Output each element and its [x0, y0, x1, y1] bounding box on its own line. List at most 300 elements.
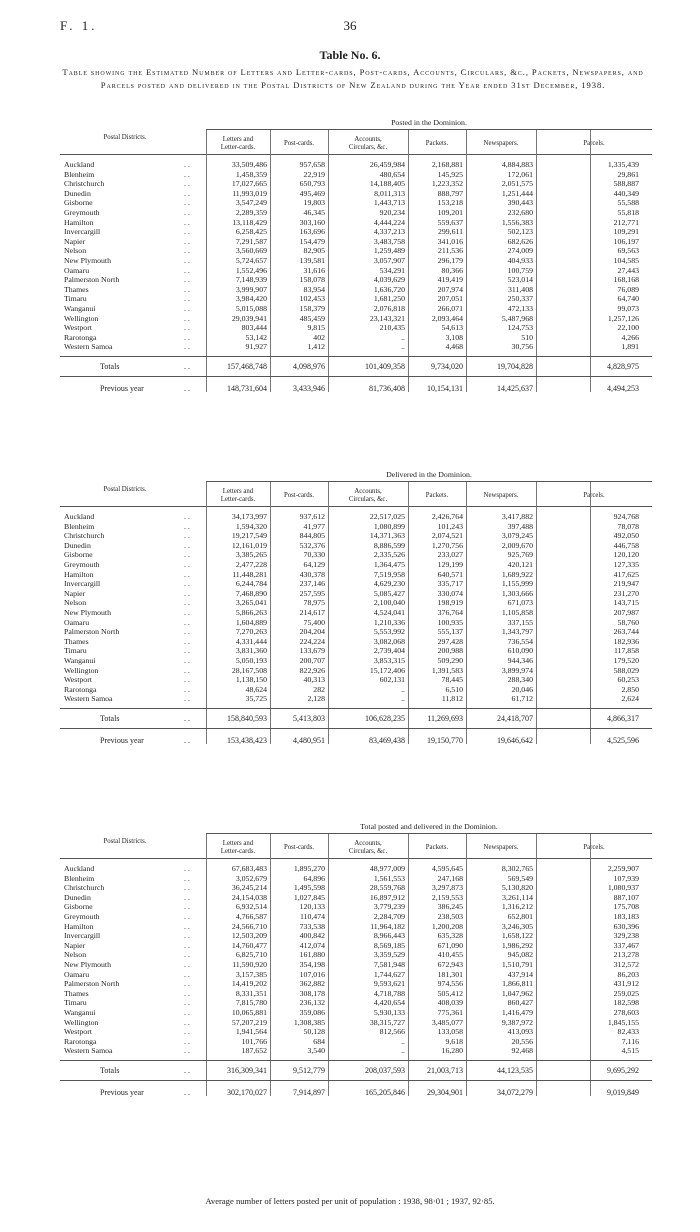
cell-postcards: 1,027,845: [293, 892, 325, 902]
cell-newspapers: 5,130,820: [501, 883, 533, 893]
cell-newspapers: 671,073: [507, 598, 533, 608]
leader-dots: . .: [184, 998, 190, 1008]
column-header-newspapers: [466, 844, 536, 852]
column-header-line: Post-cards.: [283, 140, 314, 147]
cell-newspapers: 1,047,962: [501, 988, 533, 998]
group-rule: [206, 129, 652, 130]
table-row: [60, 314, 652, 324]
table-row: [60, 227, 652, 237]
cell-letters: 803,444: [241, 323, 267, 333]
cell-newspapers: 945,082: [507, 950, 533, 960]
cell-parcels: 4,828,975: [607, 362, 639, 371]
cell-postcards: 937,612: [299, 512, 325, 521]
cell-parcels: 55,818: [617, 208, 639, 217]
cell-newspapers: 337,155: [507, 617, 533, 627]
cell-parcels: 213,278: [613, 950, 639, 960]
cell-parcels: 183,183: [613, 912, 639, 921]
cell-accounts: 4,629,230: [373, 579, 405, 589]
table-row: [60, 189, 652, 199]
cell-postcards: 82,905: [303, 246, 325, 256]
district-name: Gisborne: [64, 198, 93, 208]
cell-parcels: 182,936: [613, 636, 639, 646]
cell-postcards: 354,198: [299, 960, 325, 969]
cell-packets: 505,412: [437, 988, 463, 998]
cell-accounts: 3,057,907: [373, 256, 405, 265]
district-name: Totals: [100, 1066, 120, 1075]
cell-packets: 207,974: [437, 284, 463, 294]
table-row: [60, 656, 652, 666]
column-header-newspapers: [466, 140, 536, 148]
cell-postcards: 83,954: [303, 284, 325, 294]
table-row: [60, 512, 652, 522]
table-title: Table No. 6.: [319, 48, 381, 62]
cell-newspapers: 1,510,791: [501, 960, 533, 969]
leader-dots: . .: [184, 384, 190, 393]
cell-accounts: 5,085,427: [373, 588, 405, 598]
district-name: Timaru: [64, 646, 87, 656]
cell-accounts: 1,259,489: [373, 246, 405, 256]
cell-postcards: 400,842: [299, 931, 325, 941]
cell-packets: 4,595,645: [431, 864, 463, 873]
cell-letters: 5,050,193: [235, 656, 267, 665]
table-row: [60, 646, 652, 656]
cell-newspapers: 30,756: [511, 342, 533, 352]
cell-parcels: 78,078: [617, 521, 639, 531]
cell-accounts: 4,039,629: [373, 275, 405, 285]
cell-newspapers: 124,753: [507, 323, 533, 333]
cell-letters: 12,161,019: [231, 540, 267, 550]
table-row: [60, 685, 652, 695]
table-row: [60, 237, 652, 247]
cell-newspapers: 3,261,114: [502, 892, 533, 902]
cell-postcards: 3,433,946: [293, 384, 325, 393]
column-header-line: Packets.: [425, 492, 449, 499]
cell-packets: 200,988: [437, 646, 463, 656]
leader-dots: . .: [184, 512, 190, 521]
leader-dots: . .: [184, 1036, 190, 1046]
cell-letters: 316,309,341: [227, 1066, 267, 1075]
table-row: [60, 304, 652, 314]
table-row: [60, 589, 652, 599]
cell-packets: 247,168: [437, 873, 463, 883]
totals-rule: [60, 708, 652, 709]
column-header-packets: [408, 844, 466, 852]
cell-postcards: 684: [313, 1036, 325, 1046]
leader-dots: . .: [184, 332, 190, 342]
table-row: [60, 275, 652, 285]
leader-dots: . .: [184, 665, 190, 675]
column-header-letters: [206, 840, 270, 856]
table-row: [60, 893, 652, 903]
leader-dots: . .: [184, 684, 190, 694]
header-rule: [60, 858, 652, 859]
cell-postcards: 139,581: [299, 256, 325, 265]
table-row: [60, 1046, 652, 1056]
cell-newspapers: 1,689,922: [501, 569, 533, 579]
cell-packets: 1,391,583: [431, 665, 463, 675]
cell-packets: 198,919: [437, 598, 463, 608]
cell-parcels: 4,525,596: [607, 736, 639, 745]
district-name: Previous year: [100, 1088, 144, 1097]
cell-newspapers: 1,343,797: [501, 627, 533, 637]
table-row: [60, 266, 652, 276]
leader-dots: . .: [184, 608, 190, 617]
column-header-postcards: [270, 140, 328, 148]
cell-accounts: 534,291: [379, 265, 405, 275]
cell-newspapers: 9,387,972: [501, 1017, 533, 1027]
cell-packets: 299,611: [437, 227, 463, 237]
cell-parcels: 4,494,253: [607, 384, 639, 393]
district-name: Wanganui: [64, 656, 96, 665]
cell-letters: 5,724,657: [235, 256, 267, 265]
cell-postcards: 1,412: [307, 342, 325, 352]
cell-letters: 29,039,941: [231, 313, 267, 323]
cell-accounts: 8,886,599: [373, 540, 405, 550]
cell-postcards: 495,469: [299, 188, 325, 198]
cell-packets: 29,304,901: [427, 1088, 463, 1097]
cell-packets: 3,297,873: [431, 883, 463, 893]
table-row: [60, 627, 652, 637]
cell-packets: 640,571: [437, 569, 463, 579]
cell-letters: 12,503,209: [231, 931, 267, 941]
cell-packets: 2,074,521: [431, 531, 463, 541]
district-name: Hamilton: [64, 921, 94, 931]
cell-packets: 9,618: [445, 1036, 463, 1046]
leader-dots: . .: [184, 950, 190, 960]
column-header-postcards: [270, 844, 328, 852]
table-row: [60, 198, 652, 208]
leader-dots: . .: [184, 617, 190, 627]
cell-letters: 7,148,939: [235, 275, 267, 285]
table-group-heading: Total posted and delivered in the Dominion.: [360, 822, 498, 831]
leader-dots: . .: [184, 265, 190, 275]
cell-postcards: 78,975: [303, 598, 325, 608]
cell-accounts: 14,371,363: [369, 531, 405, 541]
cell-parcels: 231,270: [613, 588, 639, 598]
cell-newspapers: 250,337: [507, 294, 533, 304]
cell-packets: 671,090: [437, 940, 463, 950]
cell-postcards: 402: [313, 332, 325, 342]
district-name: Rarotonga: [64, 684, 97, 694]
leader-dots: . .: [184, 675, 190, 685]
district-name: Palmerston North: [64, 979, 120, 989]
cell-newspapers: 1,155,999: [501, 579, 533, 589]
footnote: Average number of letters posted per unit of population : 1938, 98·01 ; 1937, 92·85.: [205, 1196, 495, 1206]
district-name: Invercargill: [64, 931, 101, 941]
cell-packets: 211,536: [437, 246, 463, 256]
table-row: [60, 637, 652, 647]
cell-newspapers: 1,866,811: [502, 979, 533, 989]
cell-parcels: 259,025: [613, 988, 639, 998]
cell-parcels: 99,073: [617, 304, 639, 313]
cell-accounts: 16,897,912: [369, 892, 405, 902]
table-row: [60, 218, 652, 228]
cell-newspapers: 925,769: [507, 550, 533, 560]
district-name: Napier: [64, 236, 86, 246]
cell-packets: 1,270,756: [431, 540, 463, 550]
column-header-postcards: [270, 492, 328, 500]
district-name: Auckland: [64, 512, 95, 521]
cell-packets: 21,003,713: [427, 1066, 463, 1075]
cell-newspapers: 311,408: [507, 284, 533, 294]
cell-packets: 386,245: [437, 902, 463, 912]
cell-newspapers: 24,418,707: [497, 714, 533, 723]
cell-parcels: 168,168: [613, 275, 639, 285]
column-header-line: Post-cards.: [283, 844, 314, 851]
cell-packets: 153,218: [437, 198, 463, 208]
cell-newspapers: 92,468: [511, 1046, 533, 1056]
cell-parcels: 60,253: [617, 675, 639, 685]
cell-postcards: 4,480,951: [293, 736, 325, 745]
totals-row: [60, 362, 652, 372]
district-name: Oamaru: [64, 265, 90, 275]
cell-accounts: 3,483,758: [373, 236, 405, 246]
cell-postcards: 532,376: [299, 540, 325, 550]
table-row: [60, 960, 652, 970]
cell-packets: 4,468: [445, 342, 463, 352]
cell-newspapers: 1,416,479: [501, 1008, 533, 1017]
cell-postcards: 158,078: [299, 275, 325, 285]
cell-letters: 33,509,486: [231, 160, 267, 169]
leader-dots: . .: [184, 598, 190, 608]
cell-letters: 3,547,249: [235, 198, 267, 208]
leader-dots: . .: [184, 714, 190, 723]
cell-packets: 54,613: [441, 323, 463, 333]
leader-dots: . .: [184, 208, 190, 217]
cell-newspapers: 19,646,642: [497, 736, 533, 745]
table-row: [60, 550, 652, 560]
cell-letters: 3,052,679: [235, 873, 267, 883]
table-row: [60, 675, 652, 685]
cell-parcels: 588,029: [613, 665, 639, 675]
cell-newspapers: 1,986,292: [501, 940, 533, 950]
cell-parcels: 9,019,849: [607, 1088, 639, 1097]
cell-newspapers: 397,488: [507, 521, 533, 531]
leader-dots: . .: [184, 304, 190, 313]
header-rule: [60, 154, 652, 155]
cell-newspapers: 20,556: [511, 1036, 533, 1046]
cell-newspapers: 172,061: [507, 169, 533, 179]
cell-packets: 207,051: [437, 294, 463, 304]
cell-packets: 672,943: [437, 960, 463, 969]
table-row: [60, 541, 652, 551]
cell-letters: 3,157,385: [235, 969, 267, 979]
cell-accounts: 480,654: [379, 169, 405, 179]
cell-accounts: 14,188,405: [369, 179, 405, 189]
district-name: Oamaru: [64, 617, 90, 627]
cell-parcels: 1,335,439: [607, 160, 639, 169]
cell-postcards: 75,400: [303, 617, 325, 627]
cell-parcels: 887,107: [613, 892, 639, 902]
cell-accounts: 101,409,358: [365, 362, 405, 371]
cell-accounts: 1,561,553: [373, 873, 405, 883]
cell-packets: 410,455: [437, 950, 463, 960]
cell-letters: 28,167,508: [231, 665, 267, 675]
cell-parcels: 2,259,907: [607, 864, 639, 873]
cell-postcards: 236,132: [299, 998, 325, 1008]
cell-packets: 6,510: [445, 684, 463, 694]
district-name: Blenheim: [64, 521, 95, 531]
cell-newspapers: 472,133: [507, 304, 533, 313]
cell-accounts: 1,080,899: [373, 521, 405, 531]
cell-postcards: 41,977: [303, 521, 325, 531]
cell-accounts: 7,581,948: [373, 960, 405, 969]
leader-dots: . .: [184, 362, 190, 371]
table-group-heading: Delivered in the Dominion.: [386, 470, 472, 479]
cell-newspapers: 944,346: [507, 656, 533, 665]
cell-accounts: 1,744,627: [373, 969, 405, 979]
table-row: [60, 256, 652, 266]
column-header-line: Accounts,: [354, 488, 382, 495]
cell-letters: 5,866,263: [235, 608, 267, 617]
district-name: New Plymouth: [64, 608, 111, 617]
cell-postcards: 110,474: [299, 912, 325, 921]
cell-packets: 775,361: [437, 1008, 463, 1017]
column-header-line: Parcels.: [583, 844, 605, 851]
leader-dots: . .: [184, 931, 190, 941]
column-header-letters: [206, 488, 270, 504]
header-rule: [60, 506, 652, 507]
cell-letters: 302,170,027: [227, 1088, 267, 1097]
cell-accounts: 1,443,713: [373, 198, 405, 208]
cell-packets: 11,269,693: [427, 714, 463, 723]
district-name: Greymouth: [64, 560, 100, 569]
cell-parcels: 82,433: [617, 1027, 639, 1037]
cell-newspapers: 1,251,444: [501, 188, 533, 198]
table-row: [60, 294, 652, 304]
leader-dots: . .: [184, 579, 190, 589]
cell-parcels: 76,089: [617, 284, 639, 294]
cell-packets: 181,301: [437, 969, 463, 979]
column-header-line: Newspapers.: [483, 140, 519, 147]
cell-postcards: 822,926: [299, 665, 325, 675]
table-row: [60, 618, 652, 628]
table-row: [60, 246, 652, 256]
column-header-line: Post-cards.: [283, 492, 314, 499]
cell-newspapers: 652,801: [507, 912, 533, 921]
cell-postcards: 3,540: [307, 1046, 325, 1056]
cell-letters: 4,331,444: [235, 636, 267, 646]
cell-letters: 3,265,041: [235, 598, 267, 608]
cell-postcards: 31,616: [303, 265, 325, 275]
leader-dots: . .: [184, 656, 190, 665]
table-row: [60, 989, 652, 999]
cell-newspapers: 1,556,383: [501, 217, 533, 227]
cell-letters: 1,458,359: [235, 169, 267, 179]
cell-parcels: 1,845,155: [607, 1017, 639, 1027]
district-name: Gisborne: [64, 902, 93, 912]
cell-parcels: 4,266: [621, 332, 639, 342]
cell-parcels: 207,987: [613, 608, 639, 617]
leader-dots: . .: [184, 227, 190, 237]
cell-packets: 341,016: [437, 236, 463, 246]
district-column-header: Postal Districts.: [103, 134, 147, 141]
cell-parcels: 4,866,317: [607, 714, 639, 723]
column-header-newspapers: [466, 492, 536, 500]
cell-postcards: 158,379: [299, 304, 325, 313]
cell-newspapers: 437,914: [507, 969, 533, 979]
cell-packets: 133,058: [437, 1027, 463, 1037]
cell-newspapers: 1,658,122: [501, 931, 533, 941]
cell-postcards: 19,803: [303, 198, 325, 208]
cell-letters: 11,590,920: [232, 960, 267, 969]
cell-postcards: 133,679: [299, 646, 325, 656]
table-row: [60, 874, 652, 884]
cell-packets: 101,243: [437, 521, 463, 531]
leader-dots: . .: [184, 1046, 190, 1056]
table-row: [60, 941, 652, 951]
column-header-line: Circulars, &c.: [348, 496, 388, 503]
cell-newspapers: 4,884,883: [501, 160, 533, 169]
cell-parcels: 588,887: [613, 179, 639, 189]
table-row: [60, 931, 652, 941]
cell-letters: 1,941,564: [235, 1027, 267, 1037]
cell-newspapers: 232,680: [507, 208, 533, 217]
cell-parcels: 440,349: [613, 188, 639, 198]
cell-parcels: 29,861: [617, 169, 639, 179]
totals-row: [60, 1066, 652, 1076]
cell-packets: 2,093,464: [431, 313, 463, 323]
cell-parcels: 329,238: [613, 931, 639, 941]
table-row: [60, 922, 652, 932]
cell-accounts: 83,469,438: [369, 736, 405, 745]
cell-accounts: 812,566: [379, 1027, 405, 1037]
district-name: Palmerston North: [64, 627, 120, 637]
cell-newspapers: 8,302,765: [501, 864, 533, 873]
table-row: [60, 522, 652, 532]
district-name: New Plymouth: [64, 960, 111, 969]
leader-dots: . .: [184, 169, 190, 179]
table-row: [60, 979, 652, 989]
district-name: Nelson: [64, 950, 87, 960]
table-row: [60, 531, 652, 541]
cell-packets: 3,108: [445, 332, 463, 342]
column-header-packets: [408, 492, 466, 500]
cell-postcards: 204,204: [299, 627, 325, 637]
district-name: Western Samoa: [64, 1046, 113, 1056]
cell-accounts: ..: [401, 342, 405, 352]
cell-newspapers: 14,425,637: [497, 384, 533, 393]
cell-letters: 6,932,514: [235, 902, 267, 912]
column-header-line: Accounts,: [354, 840, 382, 847]
cell-accounts: 48,977,009: [369, 864, 405, 873]
cell-postcards: 40,313: [303, 675, 325, 685]
cell-parcels: 219,947: [613, 579, 639, 589]
table-row: [60, 323, 652, 333]
cell-letters: 24,154,038: [231, 892, 267, 902]
cell-postcards: 163,696: [299, 227, 325, 237]
column-header-parcels: [536, 140, 652, 148]
table-block: [60, 470, 652, 810]
district-name: Rarotonga: [64, 1036, 97, 1046]
cell-packets: 233,027: [437, 550, 463, 560]
cell-parcels: 64,740: [617, 294, 639, 304]
leader-dots: . .: [184, 275, 190, 285]
column-header-letters: [206, 136, 270, 152]
cell-parcels: 179,520: [613, 656, 639, 665]
previous-year-rule: [60, 1080, 652, 1081]
cell-letters: 11,993,019: [232, 188, 267, 198]
cell-newspapers: 5,487,968: [501, 313, 533, 323]
district-name: Wellington: [64, 313, 99, 323]
cell-letters: 187,652: [241, 1046, 267, 1056]
cell-parcels: 86,203: [617, 969, 639, 979]
table-row: [60, 160, 652, 170]
district-name: Thames: [64, 636, 89, 646]
district-name: Invercargill: [64, 579, 101, 589]
column-header-line: Circulars, &c.: [348, 144, 388, 151]
cell-parcels: 104,585: [613, 256, 639, 265]
